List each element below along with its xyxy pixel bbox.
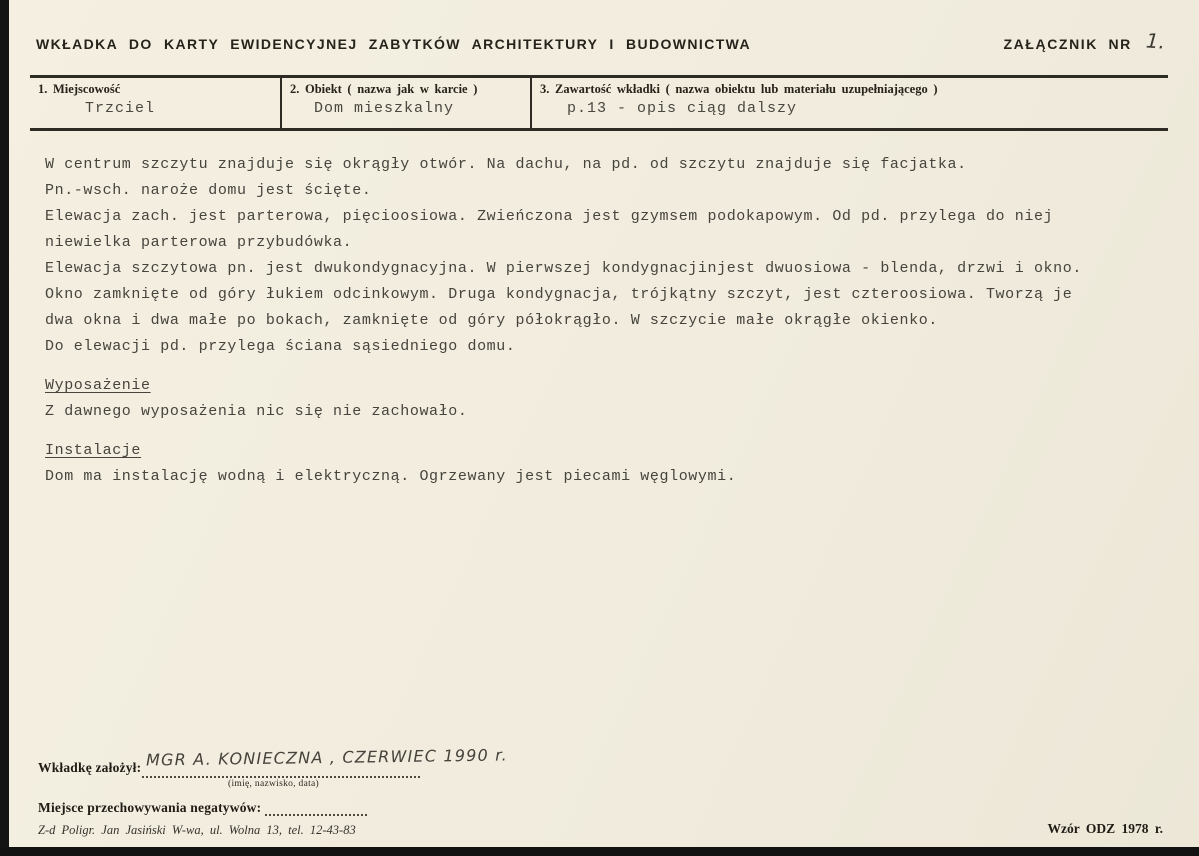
field-object: [280, 78, 530, 128]
founder-hint: (imię, nazwisko, data): [228, 779, 320, 789]
field-object-label: 2. Obiekt ( nazwa jak w karcie ): [290, 82, 478, 96]
document-header: [36, 28, 1166, 54]
description-line: Do elewacji pd. przylega ściana sąsiedniego domu.: [45, 338, 516, 355]
document-title: WKŁADKA DO KARTY EWIDENCYJNEJ ZABYTKÓW ARCHITEKTURY I BUDOWNICTWA: [36, 36, 752, 52]
field-locality-value: Trzciel: [85, 100, 156, 117]
annex: [1003, 28, 1166, 54]
section-text-instalacje: Dom ma instalację wodną i elektryczną. Ogrzewany jest piecami węglowymi.: [45, 468, 737, 485]
description-line: dwa okna i dwa małe po bokach, zamknięte od góry półokrągło. W szczycie małe okrągłe okienko.: [45, 312, 938, 329]
negatives-label: Miejsce przechowywania negatywów:: [38, 800, 262, 815]
founder-handwritten-value: MGR A. KONIECZNA , CZERWIEC 1990 r.: [145, 745, 508, 770]
description-line: Pn.-wsch. naroże domu jest ścięte.: [45, 182, 372, 199]
form-code: Wzór ODZ 1978 r.: [1047, 821, 1163, 836]
field-locality: [30, 78, 280, 128]
description-line: Okno zamknięte od góry łukiem odcinkowym. Druga kondygnacja, trójkątny szczyt, jest czteroosiowa. Tworzą je: [45, 286, 1073, 303]
description-line: niewielka parterowa przybudówka.: [45, 234, 353, 251]
field-object-value: Dom mieszkalny: [314, 100, 455, 117]
field-contents: [530, 78, 1168, 128]
typewritten-description: [45, 152, 1171, 490]
annex-label: ZAŁĄCZNIK NR: [1003, 36, 1132, 52]
field-contents-label: 3. Zawartość wkładki ( nazwa obiektu lub materiału uzupełniającego ): [540, 82, 938, 96]
header-fields-table: [30, 75, 1168, 131]
scan-edge-bottom: [0, 847, 1199, 856]
negatives-row: [38, 800, 367, 816]
printer-imprint: Z-d Poligr. Jan Jasiński W-wa, ul. Wolna 13, tel. 12-43-83: [38, 823, 356, 837]
negatives-dotted-line: [265, 802, 367, 816]
annex-number-handwritten: 1.: [1145, 28, 1166, 54]
description-line: Elewacja zach. jest parterowa, pięcioosiowa. Zwieńczona jest gzymsem podokapowym. Od pd. przylega do niej: [45, 208, 1054, 225]
section-heading-wyposazenie: Wyposażenie: [45, 377, 151, 394]
description-line: W centrum szczytu znajduje się okrągły otwór. Na dachu, na pd. od szczytu znajduje się facjatka.: [45, 156, 967, 173]
field-locality-label: 1. Miejscowość: [38, 82, 121, 96]
scan-edge-left: [0, 0, 9, 856]
section-heading-instalacje: Instalacje: [45, 442, 142, 459]
field-contents-value: p.13 - opis ciąg dalszy: [567, 100, 798, 117]
section-text-wyposazenie: Z dawnego wyposażenia nic się nie zachowało.: [45, 403, 468, 420]
founder-label: Wkładkę założył:: [38, 760, 142, 775]
description-line: Elewacja szczytowa pn. jest dwukondygnacyjna. W pierwszej kondygnacjinjest dwuosiowa - blenda, drzwi i okno.: [45, 260, 1082, 277]
